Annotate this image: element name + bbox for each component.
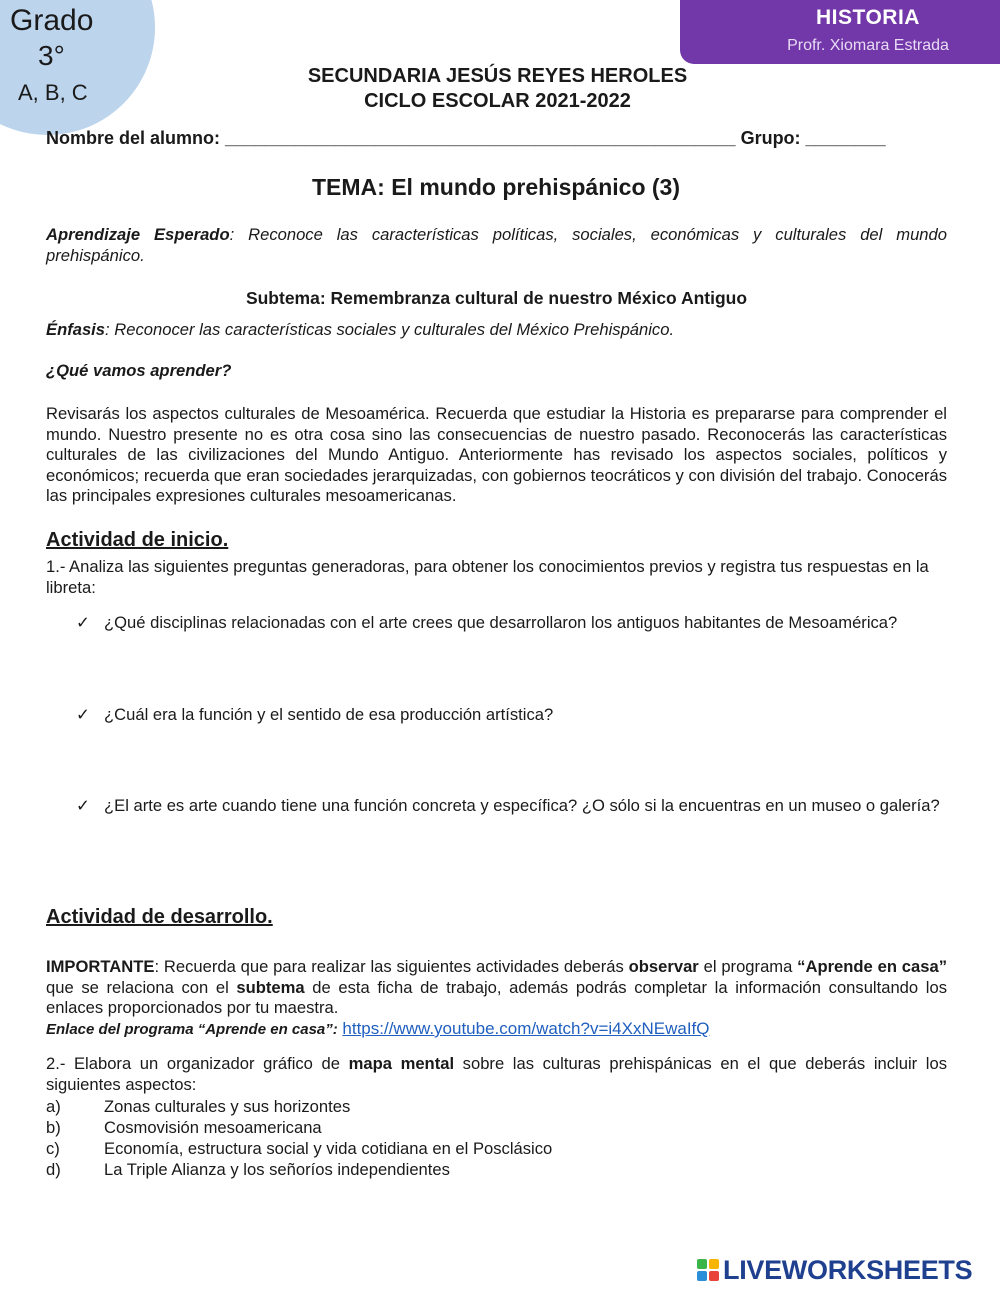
- importante-bold: “Aprende en casa”: [797, 957, 947, 976]
- inicio-instruction: 1.- Analiza las siguientes preguntas generadoras, para obtener los conocimientos previos y registra tus respuestas en la libreta:: [46, 557, 929, 597]
- grade-title: Grado: [10, 4, 94, 37]
- student-name-line: Nombre del alumno: ___________________________________________________ Grupo: ________: [46, 128, 886, 148]
- school-header: [210, 64, 785, 114]
- liveworksheets-logo-icon: [697, 1259, 719, 1281]
- page-title: TEMA: El mundo prehispánico (3): [311, 174, 680, 200]
- list-item: [46, 1159, 552, 1180]
- question-text: ¿El arte es arte cuando tiene una función concreta y específica? ¿O sólo si la encuentras en un museo o galería?: [104, 796, 940, 815]
- subject-name: HISTORIA: [816, 6, 920, 29]
- grade-number: 3°: [38, 40, 65, 71]
- subject-teacher: Profr. Xiomara Estrada: [787, 37, 949, 54]
- inicio-heading: Actividad de inicio.: [46, 529, 229, 551]
- task-text: sobre las culturas prehispánicas en el que deberás incluir los siguientes aspectos:: [46, 1054, 947, 1094]
- subtema: Subtema: Remembranza cultural de nuestro México Antiguo: [245, 288, 748, 308]
- link-label: Enlace del programa “Aprende en casa”:: [46, 1021, 338, 1038]
- importante-text: que se relaciona con el: [46, 977, 237, 997]
- list-text: Economía, estructura social y vida cotidiana en el Posclásico: [104, 1139, 553, 1158]
- list-text: La Triple Alianza y los señoríos independientes: [104, 1160, 450, 1179]
- school-name: SECUNDARIA JESÚS REYES HEROLES: [307, 65, 688, 87]
- question-1: [76, 612, 947, 633]
- subject-banner: [680, 0, 1000, 64]
- list-item: [46, 1138, 552, 1159]
- question-2: [76, 704, 947, 725]
- task-text: 2.- Elabora un organizador gráfico de: [46, 1054, 349, 1073]
- list-text: Zonas culturales y sus horizontes: [104, 1097, 351, 1116]
- enfasis: [46, 320, 947, 341]
- list-text: Cosmovisión mesoamericana: [104, 1118, 322, 1137]
- importante-label: IMPORTANTE: [46, 957, 155, 976]
- aprendizaje-text: : Reconoce las características políticas, sociales, económicas y culturales del mundo prehispánico.: [46, 225, 947, 265]
- checkmark-icon: ✓: [76, 613, 90, 632]
- intro-paragraph: Revisarás los aspectos culturales de Mesoamérica. Recuerda que estudiar la Historia es prepararse para comprender el mundo. Nuestro presente no es otra cosa sino las consecuencias de nuestro pasado. Reconocerás las características culturales de las civilizaciones del Mundo Antiguo. Anteriormente has revisado los aspectos sociales, políticos y económicos; recuerda que eran sociedades jerarquizadas, con gobiernos teocráticos y con división del trabajo. Conocerás las principales expresiones culturales mesoamericanas.: [46, 404, 947, 505]
- school-cycle: CICLO ESCOLAR 2021-2022: [364, 90, 631, 112]
- list-letter: a): [46, 1097, 61, 1116]
- checkmark-icon: ✓: [76, 705, 90, 724]
- aprendizaje-label: Aprendizaje Esperado: [46, 225, 230, 244]
- program-link-line: [46, 1019, 947, 1041]
- que-aprender-heading: ¿Qué vamos aprender?: [46, 361, 232, 380]
- list-item: [46, 1096, 552, 1117]
- grade-groups: A, B, C: [18, 80, 88, 105]
- list-letter: d): [46, 1160, 61, 1179]
- question-text: ¿Cuál era la función y el sentido de esa producción artística?: [104, 705, 554, 724]
- enfasis-text: : Reconocer las características sociales y culturales del México Prehispánico.: [105, 320, 675, 339]
- task-paragraph: [46, 1054, 947, 1095]
- checkmark-icon: ✓: [76, 796, 90, 815]
- desarrollo-heading: Actividad de desarrollo.: [46, 906, 273, 928]
- liveworksheets-brand: [697, 1255, 972, 1285]
- task-bold: mapa mental: [348, 1054, 455, 1073]
- importante-text: : Recuerda que para realizar las siguientes actividades deberás: [154, 957, 629, 976]
- question-text: ¿Qué disciplinas relacionadas con el arte crees que desarrollaron los antiguos habitantes de Mesoamérica?: [104, 613, 898, 632]
- question-3: [76, 795, 947, 816]
- importante-bold: observar: [628, 957, 699, 976]
- enfasis-label: Énfasis: [46, 320, 106, 339]
- aprendizaje-esperado: [46, 225, 947, 266]
- aspects-list: [46, 1096, 552, 1180]
- importante-bold: subtema: [236, 977, 305, 997]
- list-item: [46, 1117, 552, 1138]
- importante-text: el programa: [698, 957, 798, 976]
- importante-paragraph: [46, 957, 947, 1019]
- list-letter: c): [46, 1139, 60, 1158]
- brand-name: LIVEWORKSHEETS: [723, 1254, 973, 1285]
- program-link[interactable]: https://www.youtube.com/watch?v=i4XxNEwaIfQ: [342, 1019, 710, 1038]
- importante-text: de esta ficha de trabajo, además podrás completar la información consultando los enlaces proporcionados por tu maestra.: [46, 977, 947, 1017]
- list-letter: b): [46, 1118, 61, 1137]
